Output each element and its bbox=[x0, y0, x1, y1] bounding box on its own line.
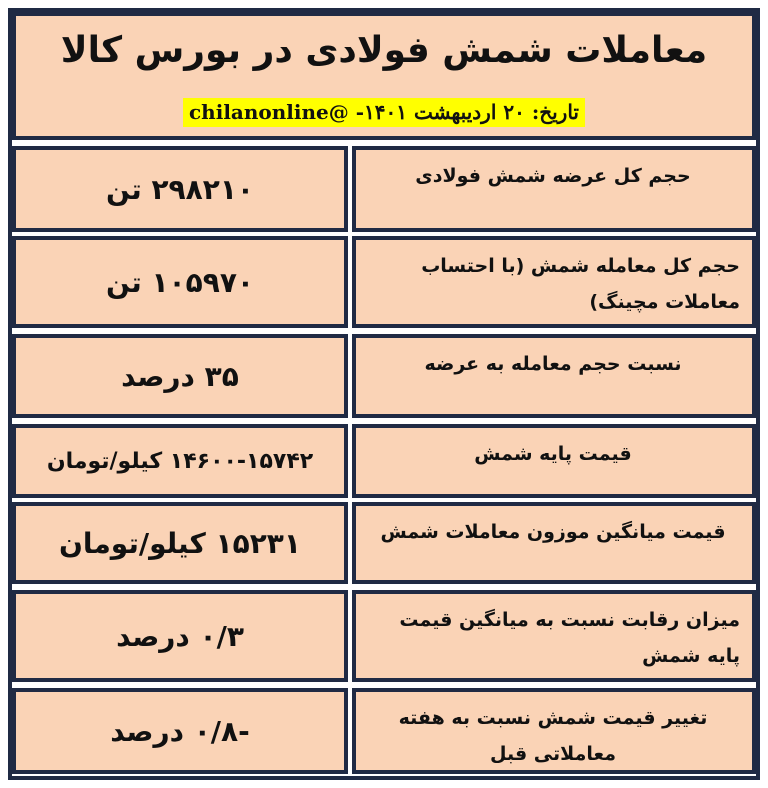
row-value-trade-supply-ratio: ۳۵ درصد bbox=[12, 334, 348, 418]
row-label-competition-level: میزان رقابت نسبت به میانگین قیمت پایه شمش bbox=[352, 590, 756, 682]
row-label-weighted-avg-price: قیمت میانگین موزون معاملات شمش bbox=[352, 502, 756, 584]
header-panel bbox=[12, 12, 756, 140]
row-label-base-price: قیمت پایه شمش bbox=[352, 424, 756, 498]
row-value-base-price: ۱۴۶۰۰-۱۵۷۴۲ کیلو/تومان bbox=[12, 424, 348, 498]
row-label-weekly-price-change: تغییر قیمت شمش نسبت به هفته معاملاتی قبل bbox=[352, 688, 756, 774]
date-source-line: تاریخ: ۲۰ اردیبهشت ۱۴۰۱- @chilanonline bbox=[183, 98, 585, 127]
row-value-competition-level: ۰/۳ درصد bbox=[12, 590, 348, 682]
page-title: معاملات شمش فولادی در بورس کالا bbox=[60, 30, 708, 71]
row-label-total-supply: حجم کل عرضه شمش فولادی bbox=[352, 146, 756, 232]
row-value-weighted-avg-price: ۱۵۲۳۱ کیلو/تومان bbox=[12, 502, 348, 584]
row-value-total-traded: ۱۰۵۹۷۰ تن bbox=[12, 236, 348, 328]
row-value-weekly-price-change: -۰/۸ درصد bbox=[12, 688, 348, 774]
row-label-total-traded: حجم کل معامله شمش (با احتساب معاملات مچینگ) bbox=[352, 236, 756, 328]
row-value-total-supply: ۲۹۸۲۱۰ تن bbox=[12, 146, 348, 232]
row-label-trade-supply-ratio: نسبت حجم معامله به عرضه bbox=[352, 334, 756, 418]
